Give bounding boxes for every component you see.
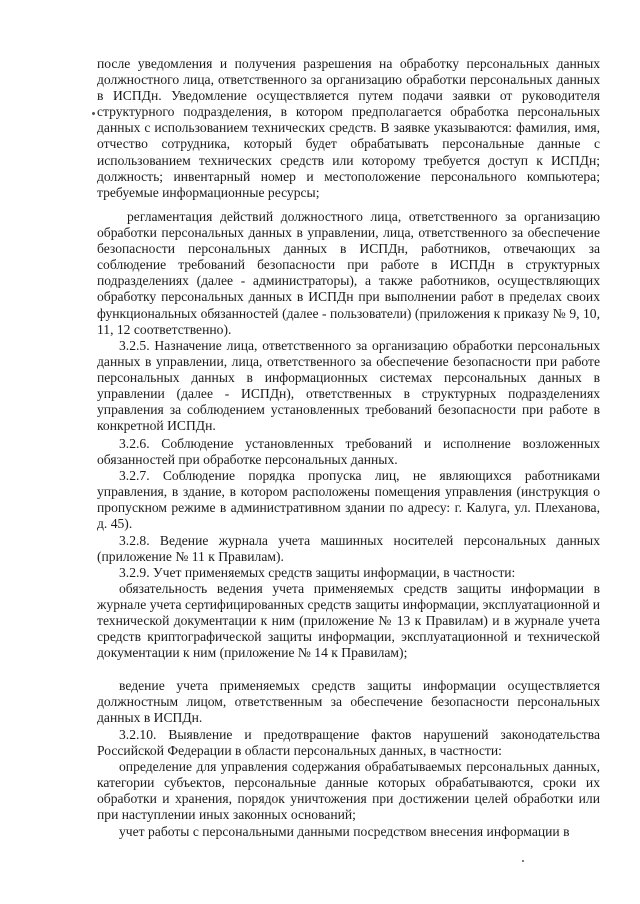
paragraph-2: регламентация действий должностного лица, ответственного за организацию обработки персональных данных в управлении, лица, ответственного за обеспечение безопасности персональных данных в ИСПДн, работников, отвечающих за соблюдение требований безопасности при работе в ИСПДн в структурных подразделениях (далее - администраторы), а также работников, осуществляющих обработку персональных данных в ИСПДн при выполнении работ в пределах своих функциональных обязанностей (далее - пользователи) (приложения к приказу № 9, 10, 11, 12 соответственно). xyxy=(97,209,600,337)
paragraph-6: 3.2.8. Ведение журнала учета машинных носителей персональных данных (приложение № 11 к Правилам). xyxy=(97,533,600,565)
scan-speck xyxy=(92,112,95,115)
paragraph-12: учет работы с персональными данными посредством внесения информации в xyxy=(119,824,570,839)
paragraph-10: 3.2.10. Выявление и предотвращение фактов нарушений законодательства Российской Федерации в области персональных данных, в частности: xyxy=(97,727,600,759)
paragraph-7: 3.2.9. Учет применяемых средств защиты информации, в частности: xyxy=(119,565,516,580)
paragraph-4: 3.2.6. Соблюдение установленных требований и исполнение возложенных обязанностей при обработке персональных данных. xyxy=(97,436,600,468)
paragraph-5: 3.2.7. Соблюдение порядка пропуска лиц, не являющихся работниками управления, в здание, в котором расположены помещения управления (инструкция о пропускном режиме в административном здании по адресу: г. Калуга, ул. Плеханова, д. 45). xyxy=(97,468,600,532)
scan-speck xyxy=(522,860,524,862)
paragraph-3: 3.2.5. Назначение лица, ответственного за организацию обработки персональных данных в управлении, лица, ответственного за обеспечение безопасности при работе персональных данных в информационных системах персональных данных в управлении (далее - ИСПДн), ответственных в структурных подразделениях управления за соблюдением установленных требований безопасности при работе в конкретной ИСПДн. xyxy=(97,338,600,434)
paragraph-9: ведение учета применяемых средств защиты информации осуществляется должностным лицом, ответственным за обеспечение безопасности персональных данных в ИСПДн. xyxy=(97,678,600,726)
paragraph-1: после уведомления и получения разрешения на обработку персональных данных должностного лица, ответственного за организацию обработки персональных данных в ИСПДн. Уведомление осуществляется путем подачи заявки от руководителя структурного подразделения, в котором предполагается обработка персональных данных с использованием технических средств. В заявке указываются: фамилия, имя, отчество сотрудника, который будет обрабатывать персональные данные с использованием технических средств или которому требуется доступ к ИСПДн; должность; инвентарный номер и местоположение персонального компьютера; требуемые информационные ресурсы; xyxy=(97,56,600,200)
paragraph-11: определение для управления содержания обрабатываемых персональных данных, категории субъектов, персональные данные которых обрабатываются, сроки их обработки и хранения, порядок уничтожения при достижении целей обработки или при наступлении иных законных оснований; xyxy=(97,759,600,823)
paragraph-8: обязательность ведения учета применяемых средств защиты информации в журнале учета сертифицированных средств защиты информации, эксплуатационной и технической документации к ним (приложение № 13 к Правилам) и в журнале учета средств криптографической защиты информации, эксплуатационной и технической документации к ним (приложение № 14 к Правилам); xyxy=(97,581,600,661)
